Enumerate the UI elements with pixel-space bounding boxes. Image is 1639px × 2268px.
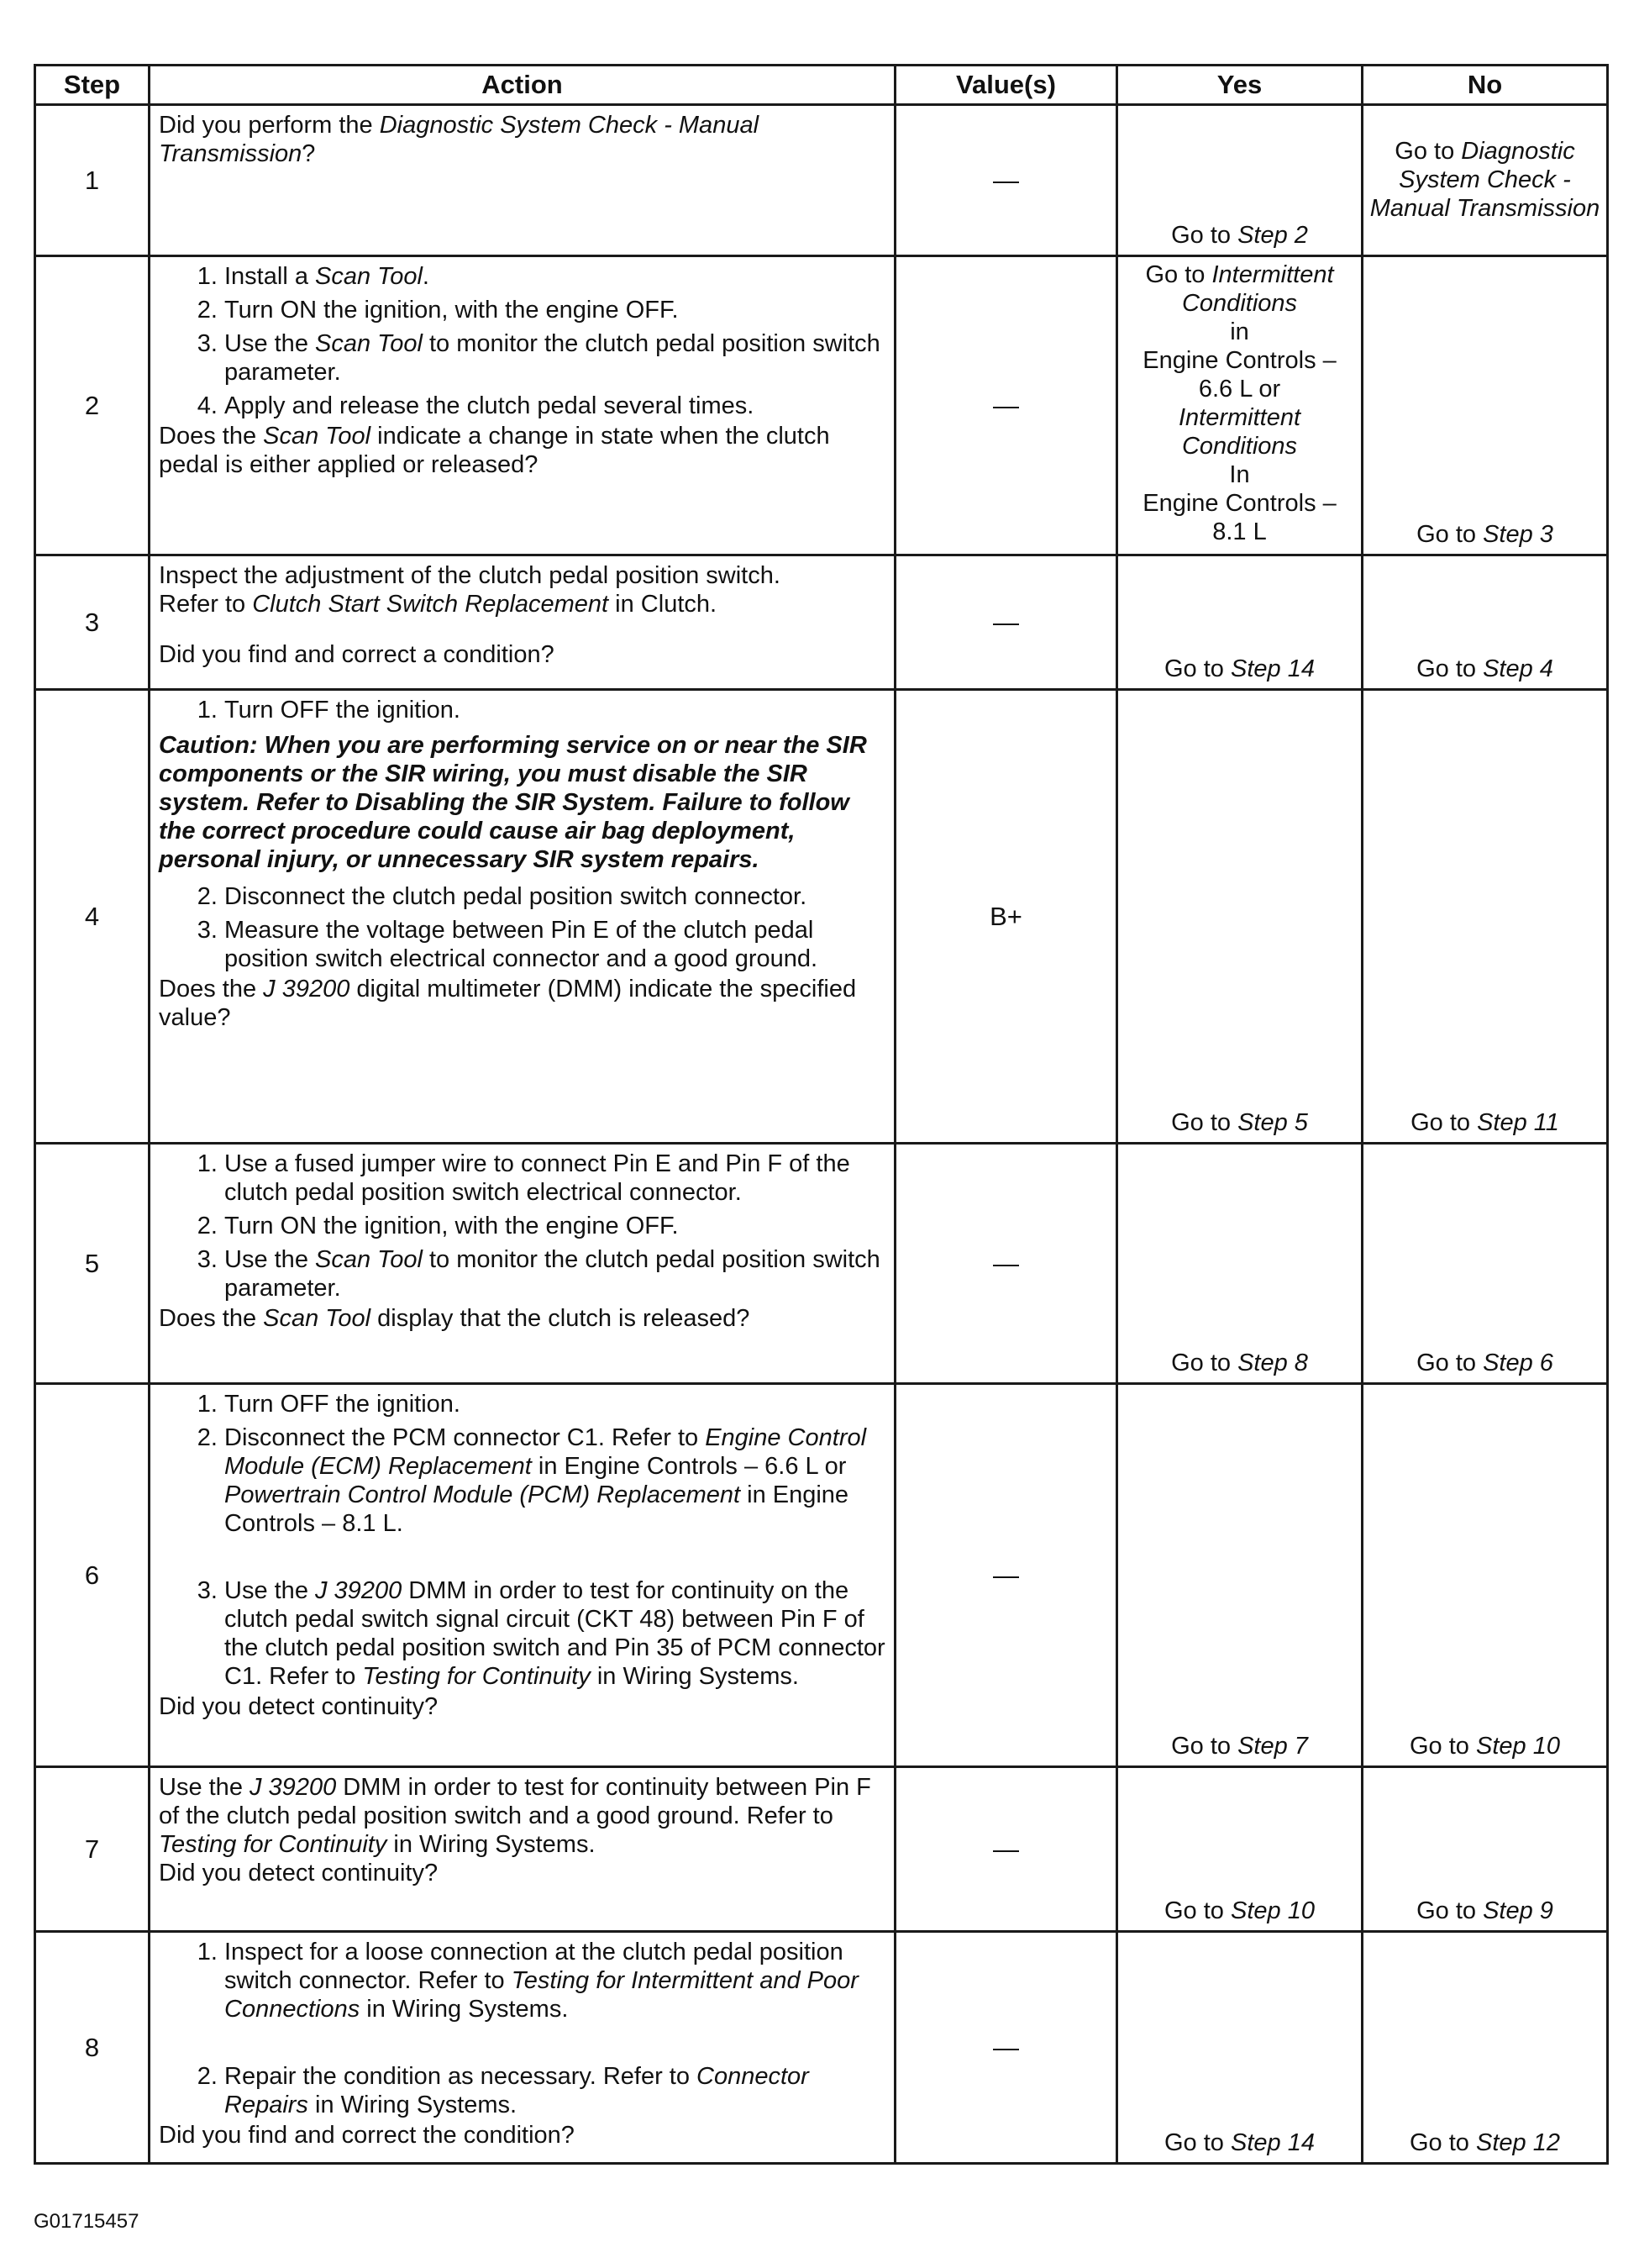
- action-list: [159, 1150, 885, 1302]
- list-item: 1. Use a fused jumper wire to connect Pin E and Pin F of the clutch pedal position switch electrical connector.: [224, 1150, 885, 1207]
- value-cell: —: [896, 105, 1117, 256]
- list-item: 1. Inspect for a loose connection at the clutch pedal position switch connector. Refer to Testing for Intermittent and Poor Connections in Wiring Systems.: [224, 1938, 885, 2057]
- header-values: Value(s): [896, 66, 1117, 105]
- header-yes: Yes: [1117, 66, 1363, 105]
- value-cell: —: [896, 1384, 1117, 1767]
- action-cell: [150, 1384, 896, 1767]
- action-list: [159, 696, 885, 724]
- action-list: [159, 1390, 885, 1691]
- action-cell: [150, 1767, 896, 1932]
- no-cell: Go to Step 11: [1363, 690, 1608, 1144]
- no-cell: Go to Step 10: [1363, 1384, 1608, 1767]
- yes-cell: Go to Step 2: [1117, 105, 1363, 256]
- value-cell: —: [896, 555, 1117, 690]
- step-number: 2: [35, 256, 150, 555]
- action-cell: [150, 555, 896, 690]
- question: Does the Scan Tool display that the clutch is released?: [159, 1305, 750, 1332]
- step-number: 4: [35, 690, 150, 1144]
- table-row-step-2: [35, 256, 1608, 555]
- list-item: 2. Repair the condition as necessary. Refer to Connector Repairs in Wiring Systems.: [224, 2062, 885, 2119]
- question: Did you detect continuity?: [159, 1693, 439, 1720]
- table-row-step-8: [35, 1932, 1608, 2164]
- action-cell: [150, 256, 896, 555]
- table-row-step-3: [35, 555, 1608, 690]
- action-list: [159, 1938, 885, 2119]
- table-row-step-6: [35, 1384, 1608, 1767]
- yes-cell: Go to Step 14: [1117, 555, 1363, 690]
- no-cell: Go to Step 12: [1363, 1932, 1608, 2164]
- action-text: Refer to Clutch Start Switch Replacement in Clutch.: [159, 591, 717, 618]
- action-list: [159, 882, 885, 973]
- yes-cell: Go to Step 10: [1117, 1767, 1363, 1932]
- header-step: Step: [35, 66, 150, 105]
- figure-id: G01715457: [34, 2210, 139, 2233]
- step-number: 1: [35, 105, 150, 256]
- action-cell: [150, 1144, 896, 1384]
- value-cell: —: [896, 256, 1117, 555]
- value-cell: —: [896, 1767, 1117, 1932]
- diagnostic-table: [34, 64, 1609, 2165]
- table-row-step-4: [35, 690, 1608, 1144]
- no-cell: Go to Step 3: [1363, 256, 1608, 555]
- action-cell: [150, 105, 896, 256]
- list-item: 2. Disconnect the PCM connector C1. Refer to Engine Control Module (ECM) Replacement in Engine Controls – 6.6 L or Powertrain Control Module (PCM) Replacement in Engine Controls – 8.1 L.: [224, 1423, 885, 1571]
- action-text: Use the J 39200 DMM in order to test for continuity between Pin F of the clutch pedal position switch and a good ground. Refer to Testing for Continuity in Wiring Systems.: [159, 1774, 871, 1858]
- yes-cell: Go to Intermittent Conditions in Engine Controls – 6.6 L or Intermittent Conditions In Engine Controls – 8.1 L: [1117, 256, 1363, 555]
- table-row-step-5: [35, 1144, 1608, 1384]
- no-cell: Go to Diagnostic System Check - Manual Transmission: [1363, 105, 1608, 256]
- question: Does the J 39200 digital multimeter (DMM) indicate the specified value?: [159, 976, 857, 1031]
- question: Does the Scan Tool indicate a change in state when the clutch pedal is either applied or released?: [159, 423, 830, 478]
- list-item: 3. Use the J 39200 DMM in order to test for continuity on the clutch pedal switch signal circuit (CKT 48) between Pin F of the clutch pedal position switch and Pin 35 of PCM connector C1. Refer to Testing for Continuity in Wiring Systems.: [224, 1576, 885, 1691]
- action-cell: [150, 1932, 896, 2164]
- caution-note: Caution: When you are performing service on or near the SIR components or the SIR wiring, you must disable the SIR system. Refer to Disabling the SIR System. Failure to follow the correct procedure could cause air bag deployment, personal injury, or unnecessary SIR system repairs.: [159, 732, 867, 873]
- value-cell: B+: [896, 690, 1117, 1144]
- diagnostic-table-container: [34, 64, 1606, 2165]
- yes-cell: Go to Step 7: [1117, 1384, 1363, 1767]
- table-row-step-7: [35, 1767, 1608, 1932]
- list-item: 3. Use the Scan Tool to monitor the clutch pedal position switch parameter.: [224, 1245, 885, 1302]
- question: Did you detect continuity?: [159, 1860, 439, 1886]
- action-list: [159, 262, 885, 420]
- question: Did you find and correct a condition?: [159, 641, 554, 668]
- step-number: 7: [35, 1767, 150, 1932]
- list-item: 4. Apply and release the clutch pedal several times.: [224, 392, 885, 420]
- yes-cell: Go to Step 5: [1117, 690, 1363, 1144]
- list-item: 2. Disconnect the clutch pedal position switch connector.: [224, 882, 885, 911]
- question: Did you perform the Diagnostic System Check - Manual Transmission?: [159, 112, 759, 167]
- no-cell: Go to Step 4: [1363, 555, 1608, 690]
- header-row: [35, 66, 1608, 105]
- header-no: No: [1363, 66, 1608, 105]
- no-cell: Go to Step 6: [1363, 1144, 1608, 1384]
- value-cell: —: [896, 1932, 1117, 2164]
- step-number: 3: [35, 555, 150, 690]
- list-item: 1. Install a Scan Tool.: [224, 262, 885, 291]
- no-cell: Go to Step 9: [1363, 1767, 1608, 1932]
- list-item: 2. Turn ON the ignition, with the engine OFF.: [224, 296, 885, 324]
- list-item: 2. Turn ON the ignition, with the engine OFF.: [224, 1212, 885, 1240]
- action-cell: [150, 690, 896, 1144]
- list-item: 1. Turn OFF the ignition.: [224, 1390, 885, 1418]
- value-cell: —: [896, 1144, 1117, 1384]
- action-text: Inspect the adjustment of the clutch pedal position switch.: [159, 562, 780, 589]
- list-item: 1. Turn OFF the ignition.: [224, 696, 885, 724]
- question: Did you find and correct the condition?: [159, 2122, 575, 2149]
- list-item: 3. Measure the voltage between Pin E of the clutch pedal position switch electrical connector and a good ground.: [224, 916, 885, 973]
- step-number: 8: [35, 1932, 150, 2164]
- step-number: 5: [35, 1144, 150, 1384]
- header-action: Action: [150, 66, 896, 105]
- step-number: 6: [35, 1384, 150, 1767]
- yes-cell: Go to Step 14: [1117, 1932, 1363, 2164]
- yes-cell: Go to Step 8: [1117, 1144, 1363, 1384]
- table-row-step-1: [35, 105, 1608, 256]
- list-item: 3. Use the Scan Tool to monitor the clutch pedal position switch parameter.: [224, 329, 885, 387]
